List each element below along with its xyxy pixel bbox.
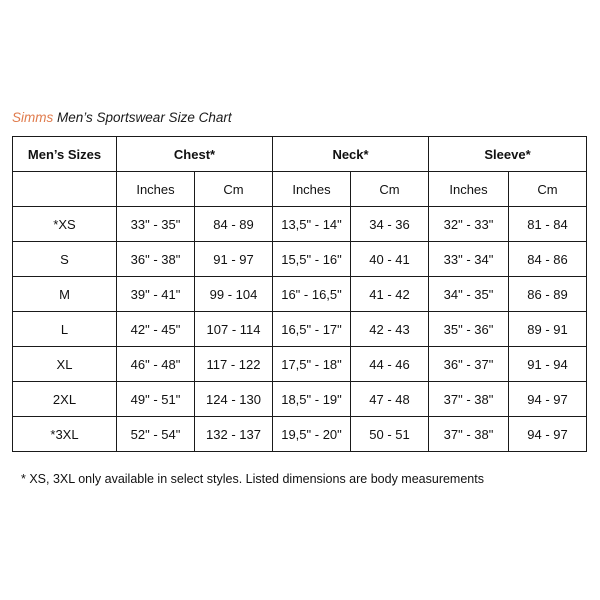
- sleeve-inches-cell: 33" - 34": [429, 242, 509, 277]
- table-row: [13, 277, 587, 312]
- table-row: [13, 382, 587, 417]
- sleeve-cm-cell: 91 - 94: [509, 347, 587, 382]
- neck-inches-cell: 15,5" - 16": [273, 242, 351, 277]
- chest-cm-cell: 117 - 122: [195, 347, 273, 382]
- neck-inches-cell: 16,5" - 17": [273, 312, 351, 347]
- chart-title-text: Men’s Sportswear Size Chart: [57, 110, 232, 125]
- sleeve-inches-cell: 35" - 36": [429, 312, 509, 347]
- chest-cm-cell: 124 - 130: [195, 382, 273, 417]
- sleeve-inches-cell: 32" - 33": [429, 207, 509, 242]
- unit-chest-inches: Inches: [117, 172, 195, 207]
- chart-title: [12, 109, 232, 127]
- header-neck: Neck*: [273, 137, 429, 172]
- neck-cm-cell: 41 - 42: [351, 277, 429, 312]
- brand-name: Simms: [12, 110, 54, 125]
- table-row: [13, 417, 587, 452]
- unit-sleeve-inches: Inches: [429, 172, 509, 207]
- table-row: [13, 312, 587, 347]
- chest-cm-cell: 107 - 114: [195, 312, 273, 347]
- chest-inches-cell: 42" - 45": [117, 312, 195, 347]
- chest-inches-cell: 39" - 41": [117, 277, 195, 312]
- sleeve-cm-cell: 86 - 89: [509, 277, 587, 312]
- sleeve-cm-cell: 84 - 86: [509, 242, 587, 277]
- chest-inches-cell: 36" - 38": [117, 242, 195, 277]
- size-cell: L: [13, 312, 117, 347]
- sleeve-inches-cell: 34" - 35": [429, 277, 509, 312]
- footnote: * XS, 3XL only available in select styles. Listed dimensions are body measurements: [21, 472, 484, 486]
- neck-inches-cell: 13,5" - 14": [273, 207, 351, 242]
- neck-cm-cell: 34 - 36: [351, 207, 429, 242]
- unit-sleeve-cm: Cm: [509, 172, 587, 207]
- neck-inches-cell: 18,5" - 19": [273, 382, 351, 417]
- sleeve-cm-cell: 94 - 97: [509, 417, 587, 452]
- chest-inches-cell: 52" - 54": [117, 417, 195, 452]
- header-sleeve: Sleeve*: [429, 137, 587, 172]
- neck-inches-cell: 16" - 16,5": [273, 277, 351, 312]
- neck-cm-cell: 42 - 43: [351, 312, 429, 347]
- unit-neck-cm: Cm: [351, 172, 429, 207]
- header-row: [13, 137, 587, 172]
- neck-cm-cell: 40 - 41: [351, 242, 429, 277]
- sleeve-cm-cell: 89 - 91: [509, 312, 587, 347]
- chest-cm-cell: 84 - 89: [195, 207, 273, 242]
- sleeve-inches-cell: 37" - 38": [429, 382, 509, 417]
- chest-inches-cell: 33" - 35": [117, 207, 195, 242]
- neck-cm-cell: 50 - 51: [351, 417, 429, 452]
- size-cell: *XS: [13, 207, 117, 242]
- size-cell: *3XL: [13, 417, 117, 452]
- chest-cm-cell: 91 - 97: [195, 242, 273, 277]
- neck-cm-cell: 44 - 46: [351, 347, 429, 382]
- table-row: [13, 347, 587, 382]
- chest-cm-cell: 99 - 104: [195, 277, 273, 312]
- unit-empty-cell: [13, 172, 117, 207]
- unit-chest-cm: Cm: [195, 172, 273, 207]
- size-cell: 2XL: [13, 382, 117, 417]
- chest-inches-cell: 46" - 48": [117, 347, 195, 382]
- header-chest: Chest*: [117, 137, 273, 172]
- size-chart-table: [12, 136, 587, 452]
- neck-inches-cell: 19,5" - 20": [273, 417, 351, 452]
- sleeve-inches-cell: 37" - 38": [429, 417, 509, 452]
- neck-inches-cell: 17,5" - 18": [273, 347, 351, 382]
- unit-neck-inches: Inches: [273, 172, 351, 207]
- sleeve-inches-cell: 36" - 37": [429, 347, 509, 382]
- chest-cm-cell: 132 - 137: [195, 417, 273, 452]
- neck-cm-cell: 47 - 48: [351, 382, 429, 417]
- header-mens-sizes: Men’s Sizes: [13, 137, 117, 172]
- sleeve-cm-cell: 94 - 97: [509, 382, 587, 417]
- size-cell: XL: [13, 347, 117, 382]
- chest-inches-cell: 49" - 51": [117, 382, 195, 417]
- size-cell: S: [13, 242, 117, 277]
- sleeve-cm-cell: 81 - 84: [509, 207, 587, 242]
- table-row: [13, 242, 587, 277]
- table-row: [13, 207, 587, 242]
- size-cell: M: [13, 277, 117, 312]
- unit-row: [13, 172, 587, 207]
